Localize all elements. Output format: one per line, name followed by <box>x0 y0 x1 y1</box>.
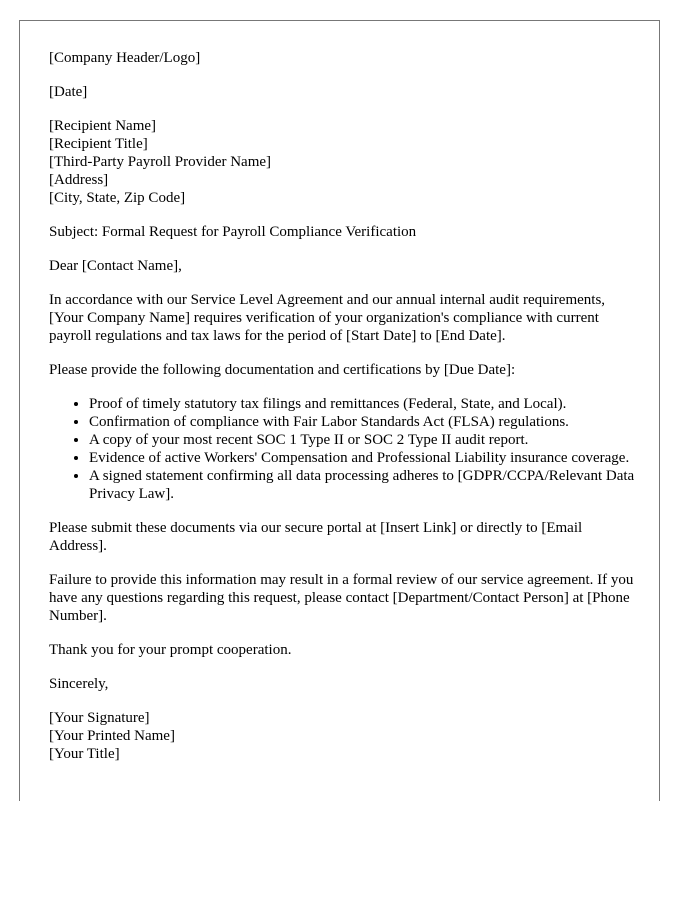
salutation: Dear [Contact Name], <box>49 258 182 274</box>
recipient-address: [Address] <box>49 172 109 188</box>
request-paragraph: Please provide the following documentation and certifications by [Due Date]: <box>49 362 516 378</box>
list-item: • Evidence of active Workers' Compensation and Professional Liability insurance coverage. <box>89 449 639 467</box>
printed-name-line: [Your Printed Name] <box>49 728 175 744</box>
list-item: • A copy of your most recent SOC 1 Type II or SOC 2 Type II audit report. <box>89 431 639 449</box>
recipient-city-state-zip: [City, State, Zip Code] <box>49 190 186 206</box>
subject-line: Subject: Formal Request for Payroll Compliance Verification <box>49 224 417 240</box>
letter-date: [Date] <box>49 84 88 100</box>
signature-block <box>49 709 639 763</box>
recipient-block <box>49 117 639 207</box>
list-item: • Proof of timely statutory tax filings and remittances (Federal, State, and Local). <box>89 395 639 413</box>
letter-body <box>49 49 639 763</box>
recipient-provider: [Third-Party Payroll Provider Name] <box>49 154 272 170</box>
warning-paragraph: Failure to provide this information may result in a formal review of our service agreement. If you have any questions regarding this request, please contact [Department/Contact Person] at [Phone Number]. <box>49 572 634 624</box>
company-header: [Company Header/Logo] <box>49 50 201 66</box>
letter-page <box>19 20 660 801</box>
signature-title-line: [Your Title] <box>49 746 120 762</box>
list-item: • Confirmation of compliance with Fair Labor Standards Act (FLSA) regulations. <box>89 413 639 431</box>
thanks-paragraph: Thank you for your prompt cooperation. <box>49 642 292 658</box>
recipient-name: [Recipient Name] <box>49 118 157 134</box>
signature-line: [Your Signature] <box>49 710 150 726</box>
submission-paragraph: Please submit these documents via our secure portal at [Insert Link] or directly to [Email Address]. <box>49 520 583 554</box>
closing: Sincerely, <box>49 676 109 692</box>
intro-paragraph: In accordance with our Service Level Agreement and our annual internal audit requirements, [Your Company Name] requires verification of your organization's compliance with current payroll regulations and tax laws for the period of [Start Date] to [End Date]. <box>49 292 606 344</box>
list-item: • A signed statement confirming all data processing adheres to [GDPR/CCPA/Relevant Data Privacy Law]. <box>89 467 639 503</box>
documentation-list <box>49 395 639 503</box>
recipient-title: [Recipient Title] <box>49 136 148 152</box>
